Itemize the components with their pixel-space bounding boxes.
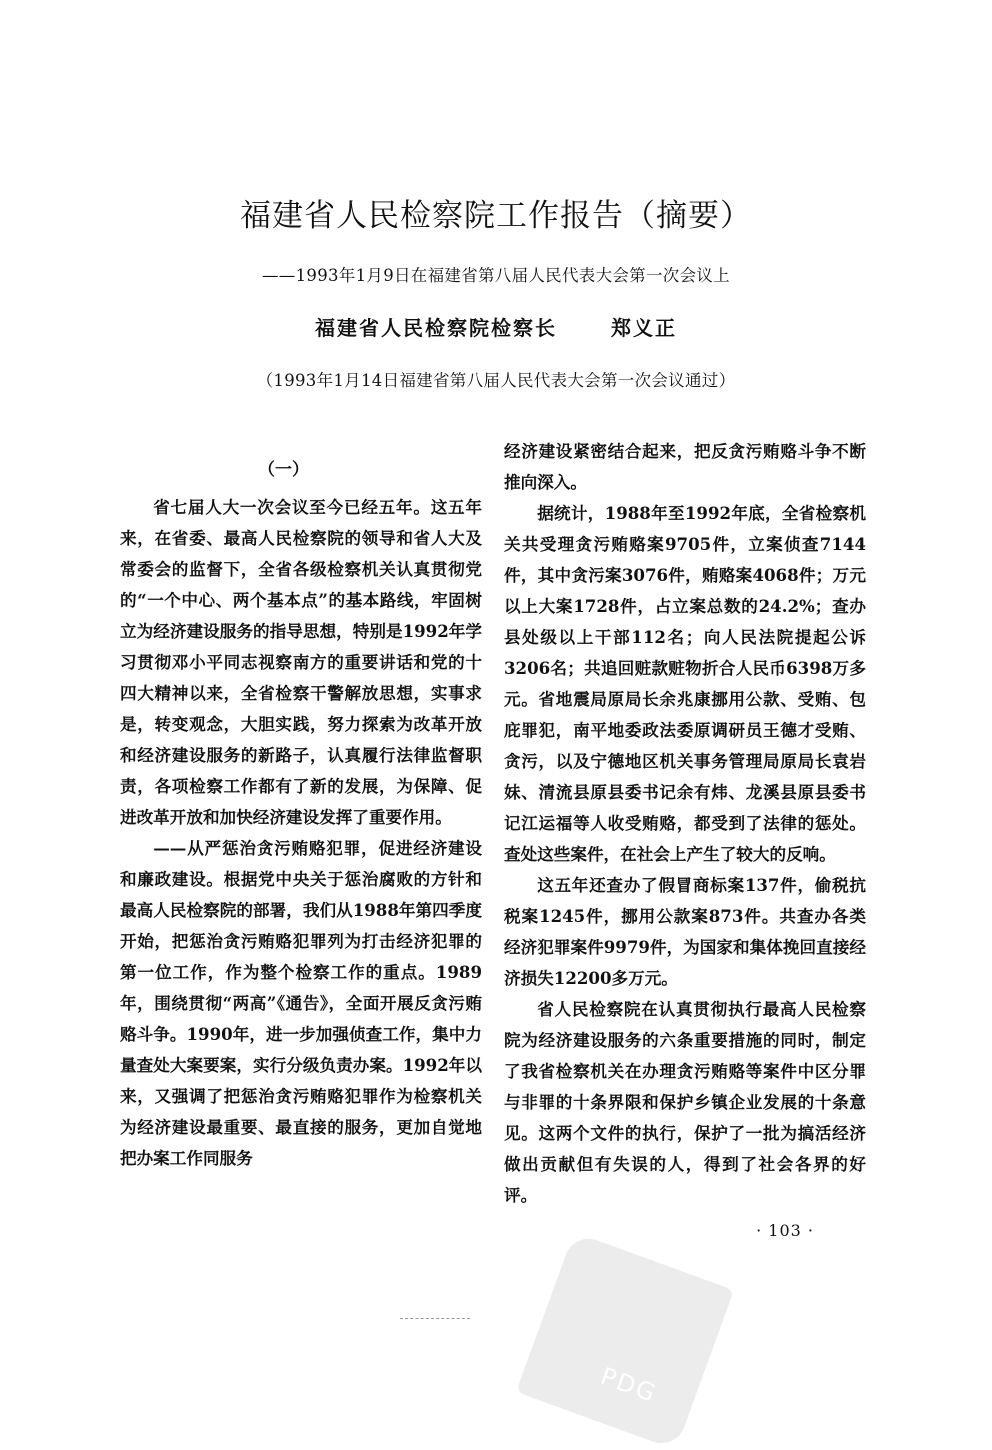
paragraph: 省七届人大一次会议至今已经五年。这五年来，在省委、最高人民检察院的领导和省人大及常委会的监督下，全省各级检察机关认真贯彻党的“一个中心、两个基本点”的基本路线，牢固树立为经济建设服务的指导思想，特别是1992年学习贯彻邓小平同志视察南方的重要讲话和党的十四大精神以来，全省检察干警解放思想，实事求是，转变观念，大胆实践，努力探索为改革开放和经济建设服务的新路子，认真履行法律监督职责，各项检察工作都有了新的发展，为保障、促进改革开放和加快经济建设发挥了重要作用。: [120, 497, 482, 827]
right-column: [504, 436, 866, 1246]
paragraph-continuation: 经济建设紧密结合起来，把反贪污贿赂斗争不断推向深入。: [504, 441, 866, 492]
passed-note: （1993年1月14日福建省第八届人民代表大会第一次会议通过）: [256, 371, 736, 390]
paragraph: ——从严惩治贪污贿赂犯罪，促进经济建设和廉政建设。根据党中央关于惩治腐败的方针和最高人民检察院的部署，我们从1988年第四季度开始，把惩治贪污贿赂犯罪列为打击经济犯罪的第一位工作，作为整个检察工作的重点。1989年，围绕贯彻“两高”《通告》，全面开展反贪污贿赂斗争。1990年，进一步加强侦查工作，集中力量查处大案要案，实行分级负责办案。1992年以来，又强调了把惩治贪污贿赂犯罪作为检察机关为经济建设最重要、最直接的服务，更加自觉地把办案工作同服务: [120, 838, 482, 1168]
left-column: [120, 492, 482, 1174]
watermark-text: PDG: [596, 1362, 661, 1408]
author-position: 福建省人民检察院检察长: [315, 316, 557, 340]
author-line: [0, 312, 992, 341]
author-name: 郑义正: [611, 316, 677, 340]
watermark-seal-icon: [516, 1232, 734, 1450]
paragraph: 据统计，1988年至1992年底，全省检察机关共受理贪污贿赂案9705件，立案侦查7144件，其中贪污案3076件，贿赂案4068件；万元以上大案1728件，占立案总数的24.2%；查办县处级以上干部112名；向人民法院提起公诉3206名；共追回赃款赃物折合人民币6398万多元。省地震局原局长余兆康挪用公款、受贿、包庇罪犯，南平地委政法委原调研员王德才受贿、贪污，以及宁德地区机关事务管理局原局长袁岩妹、清流县原县委书记余有炜、龙溪县原县委书记江运福等人收受贿赂，都受到了法律的惩处。查处这些案件，在社会上产生了较大的反响。: [504, 503, 866, 864]
scan-rule-divider: [400, 1318, 470, 1319]
page-number: · 103 ·: [756, 1221, 814, 1240]
section-heading: （一）: [258, 460, 309, 480]
document-title: 福建省人民检察院工作报告（摘要）: [240, 198, 752, 234]
paragraph: 这五年还查办了假冒商标案137件，偷税抗税案1245件，挪用公款案873件。共查办各类经济犯罪案件9979件，为国家和集体挽回直接经济损失12200多万元。: [504, 875, 866, 988]
document-subtitle: ——1993年1月9日在福建省第八届人民代表大会第一次会议上: [262, 266, 730, 285]
paragraph: 省人民检察院在认真贯彻执行最高人民检察院为经济建设服务的六条重要措施的同时，制定了我省检察机关在办理贪污贿赂等案件中区分罪与非罪的十条界限和保护乡镇企业发展的十条意见。这两个文件的执行，保护了一批为搞活经济做出贡献但有失误的人，得到了社会各界的好评。: [504, 999, 866, 1205]
